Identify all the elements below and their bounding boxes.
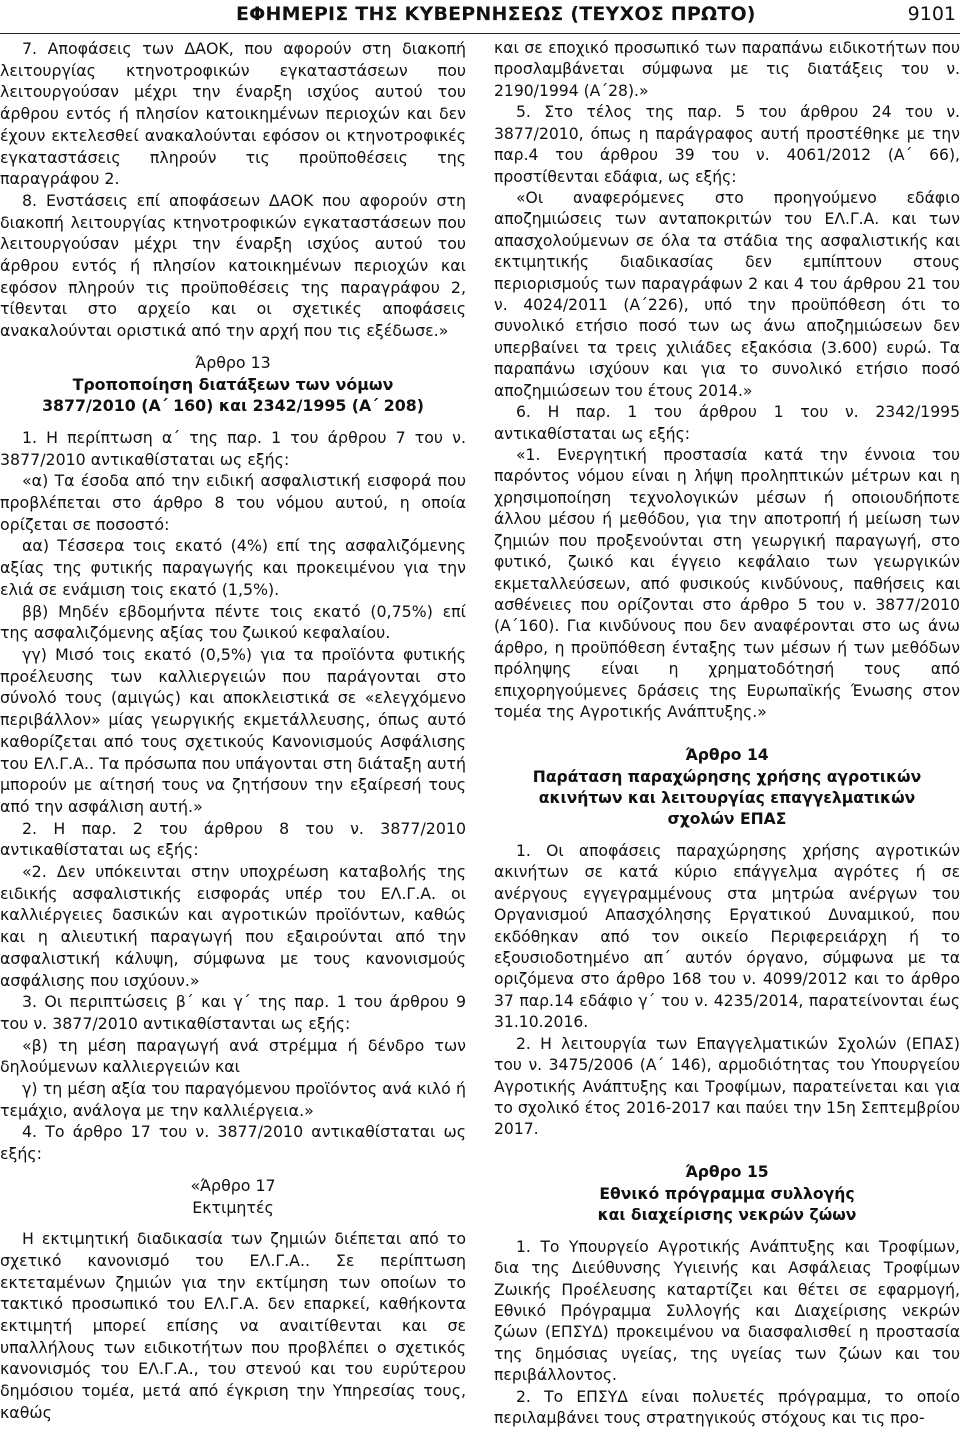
article-13-title-line-2: 3877/2010 (Α΄ 160) και 2342/1995 (Α΄ 208) [42,396,424,416]
continuation-text: και σε εποχικό προσωπικό των παραπάνω ειδικοτήτων που προσλαμβάνεται σύμφωνα με τις διατάξεις του ν. 2190/1994 (Α΄28).» [494,39,960,100]
article-15-paragraph-2: 2. Το ΕΠΣΥΔ είναι πολυετές πρόγραμμα, το οποίο περιλαμβάνει τους στρατηγικούς στόχους και τις προ- [494,1387,960,1428]
gazette-title: ΕΦΗΜΕΡΙΣ ΤΗΣ ΚΥΒΕΡΝΗΣΕΩΣ (ΤΕΥΧΟΣ ΠΡΩΤΟ) [236,3,756,25]
article-15-title-line-2: και διαχείρισης νεκρών ζώων [597,1206,857,1225]
article-13-paragraph-5-text: «Οι αναφερόμενες στο προηγούμενο εδάφιο αποζημιώσεις των ανταποκριτών του ΕΛ.Γ.Α. και των απασχολούμενων σε όλα τα στάδια της ασφαλιστικής και εκτιμητικής διαδικασίας δεν εμπίπτουν στους περιορισμούς των παραγράφων 2 και 4 του άρθρου 21 του ν. 4024/2011 (Α΄226), υπό την προϋπόθεση ότι το συνολικό ετήσιο ποσό των ως άνω αποζημιώσεων δεν υπερβαίνει τα τρεις χιλιάδες εξακόσια (3.600) ευρώ. Τα παραπάνω ισχύουν και για το συνολικό ετήσιο ποσό αποζημιώσεων του έτους 2014.» [494,188,960,400]
article-13-paragraph-6-text: «1. Ενεργητική προστασία κατά την έννοια του παρόντος νόμου είναι η λήψη προληπτικών μέτρων και η χρησιμοποίηση τεχνολογικών μέσων ή οποιουδήποτε άλλου μέσου ή μεθόδου, για την αποτροπή ή μείωση των ζημιών που προξενούνται στη γεωργική παραγωγή, στο φυτικό, ζωικό και έγγειο κεφάλαιο των γεωργικών εκμεταλλεύσεων, από φυσικούς κινδύνους, παθήσεις και ασθένειες που ορίζονται στο άρθρο 5 του ν. 3877/2010 (Α΄160). Για κινδύνους που δεν αναφέρονται στο ως άνω άρθρο, η προϋπόθεση ένταξης των μέσων ή των μεθόδων πρόληψης είναι η χρηματοδότησή τους από επιχορηγούμενες δράσεις της Ευρωπαϊκής Ένωσης στον τομέα της Αγροτικής Ανάπτυξης.» [494,446,960,722]
left-column [0,38,466,1424]
article-15-number: Άρθρο 15 [685,1163,769,1182]
article-13-case-g: γ) τη μέση αξία του παραγόμενου προϊόντος ανά κιλό ή τεμάχιο, ανάλογα με την καλλιέργεια.» [0,1079,466,1120]
page-header [0,0,960,34]
header-divider [0,33,960,34]
article-14-paragraph-1: 1. Οι αποφάσεις παραχώρησης χρήσης αγροτικών ακινήτων σε κατά κύριο επάγγελμα αγρότες ή σε ανέργους εγγεγραμμένους στα μητρώα ανέργων του Οργανισμού Απασχόλησης Εργατικού Δυναμικού, που εκδόθηκαν από τον οικείο Περιφερειάρχη ή το εξουσιοδοτημένο απ΄ αυτόν όργανο, σύμφωνα με τα οριζόμενα στο άρθρο 168 του ν. 4099/2012 και το άρθρο 37 παρ.14 εδάφιο γ΄ του ν. 4235/2014, παρατείνονται έως 31.10.2016. [494,841,960,1032]
article-15-paragraph-1: 1. Το Υπουργείο Αγροτικής Ανάπτυξης και Τροφίμων, δια της Διεύθυνσης Υγιεινής και Ασφάλειας Τροφίμων Ζωικής Προέλευσης καταρτίζει και θέτει σε εφαρμογή, Εθνικό Πρόγραμμα Συλλογής και Διαχείρισης νεκρών ζώων (ΕΠΣΥΔ) προκειμένου να διασφαλισθεί η προστασία της δημόσιας υγείας, της υγείας των ζώων και του περιβάλλοντος. [494,1237,960,1385]
right-column [494,38,960,1430]
article-13-number: Άρθρο 13 [195,352,271,372]
article-14-title-line-2: ακινήτων και λειτουργίας επαγγελματικών [538,789,916,808]
article-17-number: «Άρθρο 17 [190,1175,276,1195]
article-13-case-bb: ββ) Μηδέν εβδομήντα πέντε τοις εκατό (0,75%) επί της ασφαλιζόμενης αξίας του ζωικού κεφαλαίου. [0,601,466,643]
article-13-paragraph-2: 2. Η παρ. 2 του άρθρου 8 του ν. 3877/2010 αντικαθίσταται ως εξής: [0,818,466,860]
article-13-paragraph-5: 5. Στο τέλος της παρ. 5 του άρθρου 24 του ν. 3877/2010, όπως η παράγραφος αυτή προστέθηκε με την παρ.4 του άρθρου 39 του ν. 4061/2012 (Α΄ 66), προστίθενται εδάφια, ως εξής: [494,103,960,186]
article-13-case-b: «β) τη μέση παραγωγή ανά στρέμμα ή δένδρο των δηλούμενων καλλιεργειών και [0,1035,466,1077]
article-13-paragraph-1: 1. Η περίπτωση α΄ της παρ. 1 του άρθρου 7 του ν. 3877/2010 αντικαθίσταται ως εξής: [0,427,466,469]
article-13-paragraph-3: 3. Οι περιπτώσεις β΄ και γ΄ της παρ. 1 του άρθρου 9 του ν. 3877/2010 αντικαθίστανται ως εξής: [0,992,466,1033]
article-14-paragraph-2: 2. Η λειτουργία των Επαγγελματικών Σχολών (ΕΠΑΣ) του ν. 3475/2006 (Α΄ 146), αρμοδιότητας του Υπουργείου Αγροτικής Ανάπτυξης και Τροφίμων, παρατείνεται και για το σχολικό έτος 2016-2017 και παύει την 15η Σεπτεμβρίου 2017. [494,1034,960,1139]
article-13-case-aa: αα) Τέσσερα τοις εκατό (4%) επί της ασφαλιζόμενης αξίας της φυτικής παραγωγής και προκειμένου για την ελιά σε ενάμιση τοις εκατό (1,5%). [0,536,466,599]
article-15-title-line-1: Εθνικό πρόγραμμα συλλογής [599,1184,855,1203]
article-13-title-line-1: Τροποποίηση διατάξεων των νόμων [72,374,394,394]
article-14-title-line-1: Παράταση παραχώρησης χρήσης αγροτικών [532,767,922,786]
article-17-text: Η εκτιμητική διαδικασία των ζημιών διέπεται από το σχετικό κανονισμό του ΕΛ.Γ.Α.. Σε περίπτωση εκτεταμένων ζημιών για την εκτίμηση των οποίων το τακτικό προσωπικό του ΕΛ.Γ.Α. δεν επαρκεί, καθήκοντα εκτιμητή μπορεί επίσης να αναιτίθενται και σε υπαλλήλους των ειδικοτήτων που προβλέπει ο σχετικός κανονισμός του ΕΛ.Γ.Α., του στενού και του ευρύτερου δημόσιου τομέα, μετά από έγκριση την Υπηρεσίας τους, καθώς [0,1229,466,1422]
article-14-number: Άρθρο 14 [685,746,769,765]
page-number: 9101 [907,3,956,25]
article-13-case-a: «α) Τα έσοδα από την ειδική ασφαλιστική εισφορά που προβλέπεται στο άρθρο 8 του νόμου αυτού, η οποία ορίζεται σε ποσοστό: [0,471,466,534]
paragraph-7: 7. Αποφάσεις των ΔΑΟΚ, που αφορούν στη διακοπή λειτουργίας κτηνοτροφικών εγκαταστάσεων που λειτουργούσαν μέχρι την έναρξη ισχύος αυτού του άρθρου εντός ή πλησίον κατοικημένων περιοχών και δεν έχουν εκτελεσθεί ανακαλούνται εφόσον οι κτηνοτροφικές εγκαταστάσεις πληρούν τις προϋποθέσεις της παραγράφου 2. [0,39,466,189]
article-13-case-gg: γγ) Μισό τοις εκατό (0,5%) για τα προϊόντα φυτικής προέλευσης των καλλιεργειών που παράγονται στο σύνολό τους (αμιγώς) και αποκλειστικά σε «ελεγχόμενο περιβάλλον» μίας γεωργικής εκμετάλλευσης, όπως αυτό καθορίζεται από τους σχετικούς Κανονισμούς Ασφάλισης του ΕΛ.Γ.Α.. Τα πρόσωπα που υπάγονται στη διάταξη αυτή μπορούν με αίτησή τους να ζητήσουν την εξαίρεσή τους από την ασφάλιση αυτή.» [0,644,466,816]
article-17-title: Εκτιμητές [192,1197,274,1217]
paragraph-8: 8. Ενστάσεις επί αποφάσεων ΔΑΟΚ που αφορούν στη διακοπή λειτουργίας κτηνοτροφικών εγκαταστάσεων που λειτουργούσαν μέχρι την έναρξη ισχύος αυτού του άρθρου εντός ή πλησίον κατοικημένων περιοχών και εφόσον πληρούν τις προϋποθέσεις της παραγράφου 2, τίθενται στο αρχείο και οι σχετικές αποφάσεις ανακαλούνται οριστικά από την αρχή που τις εξέδωσε.» [0,190,466,341]
article-13-paragraph-4: 4. Το άρθρο 17 του ν. 3877/2010 αντικαθίσταται ως εξής: [0,1122,466,1164]
article-14-title-line-3: σχολών ΕΠΑΣ [667,810,787,829]
article-13-paragraph-6: 6. Η παρ. 1 του άρθρου 1 του ν. 2342/1995 αντικαθίσταται ως εξής: [494,403,960,443]
article-13-paragraph-2-text: «2. Δεν υπόκεινται στην υποχρέωση καταβολής της ειδικής ασφαλιστικής εισφοράς υπέρ του ΕΛ.Γ.Α. οι καλλιέργειες δασικών και αγροτικών προϊόντων, καθώς και η αλιευτική παραγωγή που εξαιρούνται από την ασφαλιστική κάλυψη, σύμφωνα με τους κανονισμούς ασφάλισης που ισχύουν.» [0,862,466,990]
